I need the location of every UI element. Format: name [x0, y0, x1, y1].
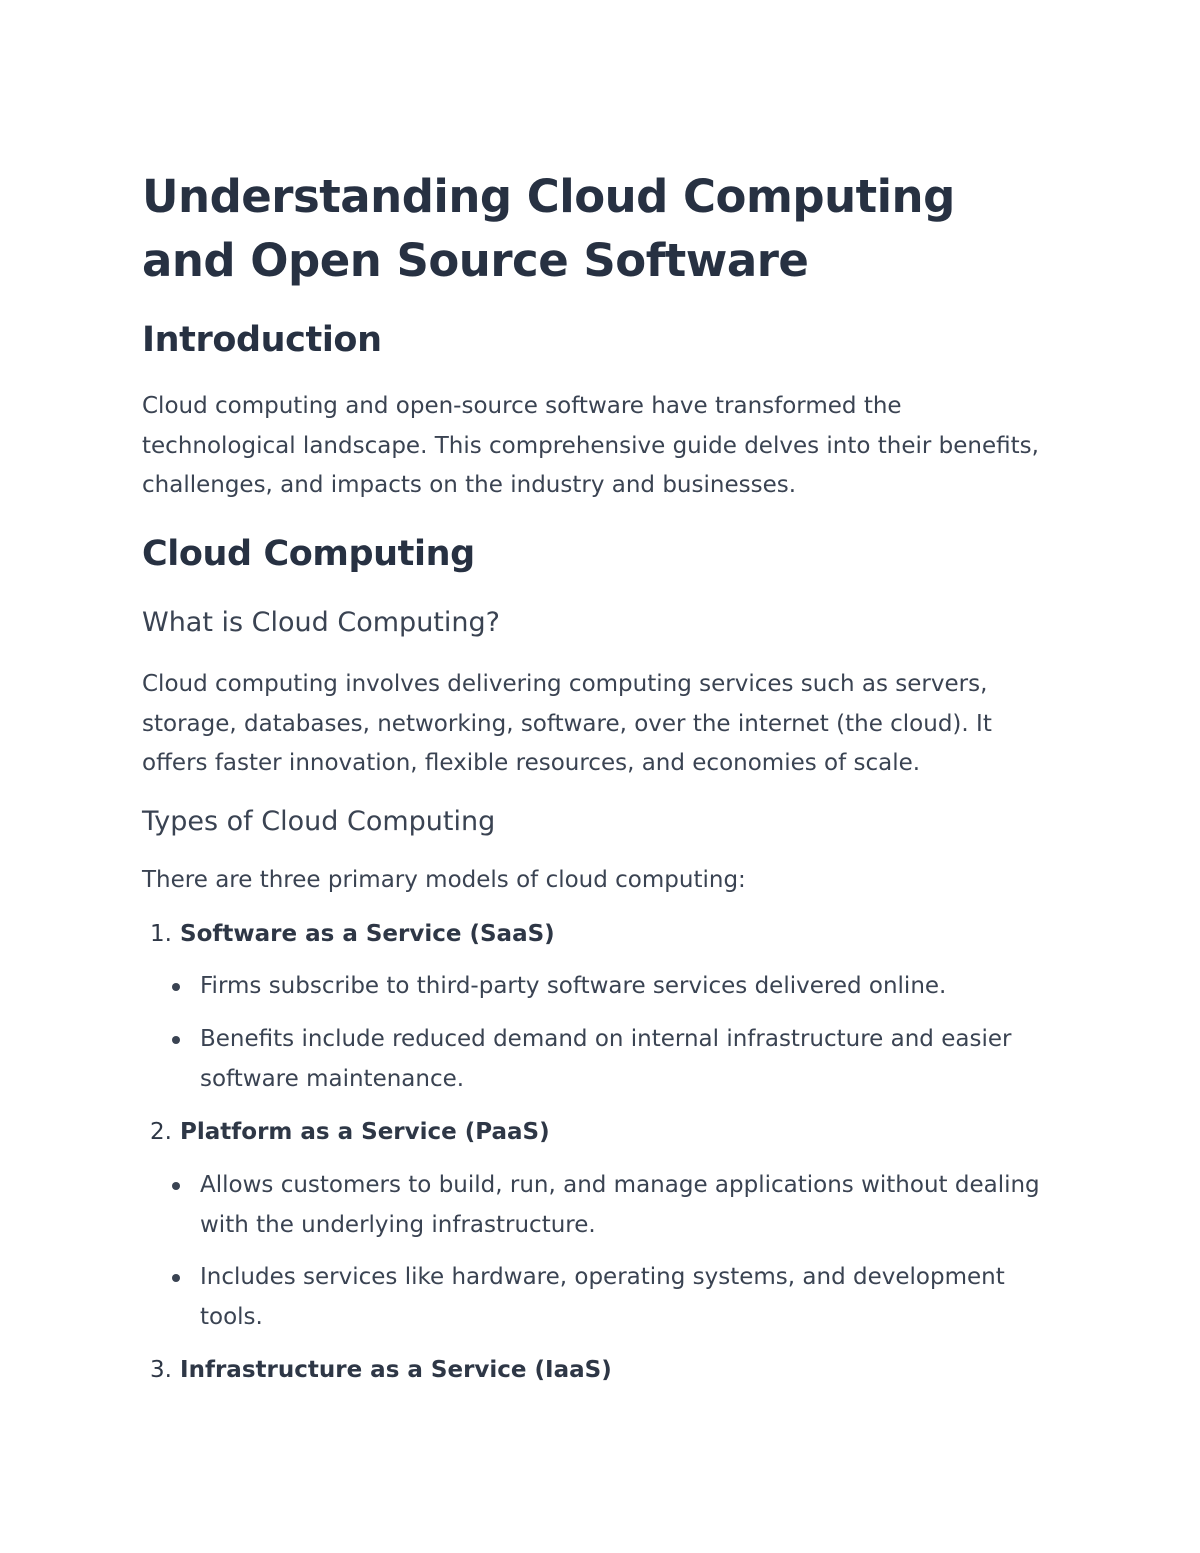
introduction-paragraph: Cloud computing and open-source software have transformed the technological landscape. This comprehensive guide delves into their benefits, challenges, and impacts on the industry and businesses.	[142, 393, 1039, 498]
list-item-paas	[142, 1114, 550, 1150]
bullet-text: Includes services like hardware, operating systems, and development tools.	[200, 1264, 1005, 1330]
bullet-text: Benefits include reduced demand on internal infrastructure and easier software maintenance.	[200, 1026, 1012, 1092]
what-is-cloud-heading: What is Cloud Computing?	[142, 607, 500, 638]
document-title: Understanding Cloud Computing and Open Source Software	[142, 170, 955, 287]
list-number: 1.	[150, 921, 172, 947]
list-item-label: Platform as a Service (PaaS)	[180, 1119, 550, 1145]
bullet-icon	[172, 1182, 180, 1190]
bullet-icon	[172, 983, 180, 991]
bullet-icon	[172, 1036, 180, 1044]
bullet-text: Allows customers to build, run, and manage applications without dealing with the underlying infrastructure.	[200, 1172, 1040, 1238]
cloud-computing-heading: Cloud Computing	[142, 534, 475, 574]
types-intro-paragraph: There are three primary models of cloud computing:	[142, 867, 746, 893]
list-item	[200, 1020, 1060, 1099]
list-item	[200, 967, 1060, 1007]
list-item	[200, 1258, 1060, 1337]
bullet-text: Firms subscribe to third-party software services delivered online.	[200, 973, 947, 999]
what-is-cloud-paragraph: Cloud computing involves delivering computing services such as servers, storage, databases, networking, software, over the internet (the cloud). It offers faster innovation, flexible resources, and economies of scale.	[142, 671, 992, 776]
list-item	[200, 1166, 1060, 1245]
list-number: 3.	[150, 1357, 172, 1383]
bullet-icon	[172, 1274, 180, 1282]
list-number: 2.	[150, 1119, 172, 1145]
list-item-saas	[142, 916, 555, 952]
list-item-label: Software as a Service (SaaS)	[180, 921, 555, 947]
types-of-cloud-heading: Types of Cloud Computing	[142, 806, 496, 837]
list-item-iaas	[142, 1352, 612, 1388]
introduction-heading: Introduction	[142, 320, 382, 360]
list-item-label: Infrastructure as a Service (IaaS)	[180, 1357, 612, 1383]
